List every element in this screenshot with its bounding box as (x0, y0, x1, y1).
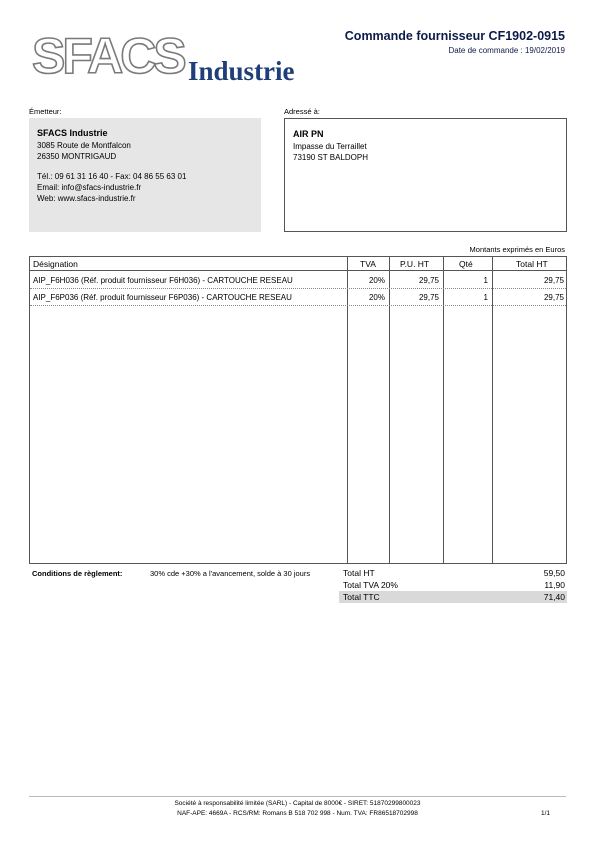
row-pu: 29,75 (418, 293, 439, 302)
items-table (29, 256, 567, 564)
recipient-address-line1: Impasse du Terraillet (293, 142, 367, 151)
recipient-label: Adressé à: (284, 107, 320, 116)
header-tva: TVA (360, 259, 376, 269)
total-tva-row (339, 579, 567, 591)
sender-web: Web: www.sfacs-industrie.fr (37, 194, 136, 203)
footer-legal-line1: Société à responsabilité limitée (SARL) - Capital de 8000€ - SIRET: 51870299800023 (174, 800, 421, 807)
footer-legal-line2: NAF-APE: 4669A - RCS/RM: Romans B 518 702 998 - Num. TVA: FR86518702998 (177, 810, 418, 817)
sender-box (29, 118, 261, 232)
total-ttc-label: Total TTC (343, 592, 380, 602)
page-number: 1/1 (540, 810, 550, 817)
total-ht-row (339, 567, 567, 579)
row-tva: 20% (368, 293, 385, 302)
table-row (30, 291, 566, 306)
header-divider (30, 270, 566, 271)
row-pu: 29,75 (418, 276, 439, 285)
sender-address-line2: 26350 MONTRIGAUD (37, 152, 117, 161)
company-logo (32, 28, 312, 88)
document-title: Commande fournisseur CF1902-0915 (344, 29, 565, 43)
payment-conditions-label: Conditions de règlement: (32, 569, 123, 578)
sender-phone: Tél.: 09 61 31 16 40 - Fax: 04 86 55 63 01 (37, 172, 187, 181)
header-total: Total HT (516, 259, 548, 269)
row-qty: 1 (483, 293, 488, 302)
table-row (30, 274, 566, 289)
payment-conditions-value: 30% cde +30% a l'avancement, solde à 30 jours (150, 569, 311, 578)
row-total: 29,75 (543, 293, 564, 302)
row-tva: 20% (368, 276, 385, 285)
total-ht-label: Total HT (343, 568, 375, 578)
row-total: 29,75 (543, 276, 564, 285)
sender-address-line1: 3085 Route de Montfalcon (37, 141, 131, 150)
currency-note: Montants exprimés en Euros (469, 245, 565, 254)
row-designation: AIP_F6H036 (Réf. produit fournisseur F6H036) - CARTOUCHE RESEAU (33, 276, 293, 285)
header-qty: Qté (459, 259, 473, 269)
total-ht-value: 59,50 (543, 568, 565, 578)
header-designation: Désignation (33, 259, 78, 269)
order-date: Date de commande : 19/02/2019 (448, 46, 565, 55)
recipient-name: AIR PN (293, 129, 324, 139)
sender-label: Émetteur: (29, 107, 62, 116)
logo-industrie-text: Industrie (188, 56, 295, 86)
row-designation: AIP_F6P036 (Réf. produit fournisseur F6P036) - CARTOUCHE RESEAU (33, 293, 292, 302)
row-qty: 1 (483, 276, 488, 285)
total-tva-value: 11,90 (544, 580, 565, 590)
total-ttc-row (339, 591, 567, 603)
total-tva-label: Total TVA 20% (343, 580, 398, 590)
total-ttc-value: 71,40 (543, 592, 565, 602)
sender-email: Email: info@sfacs-industrie.fr (37, 183, 142, 192)
footer-divider (29, 796, 566, 797)
logo-sfacs-text: SFACS (32, 28, 184, 84)
header-pu: P.U. HT (400, 259, 430, 269)
recipient-address-line2: 73190 ST BALDOPH (293, 153, 369, 162)
sender-name: SFACS Industrie (37, 128, 108, 138)
recipient-box (284, 118, 567, 232)
